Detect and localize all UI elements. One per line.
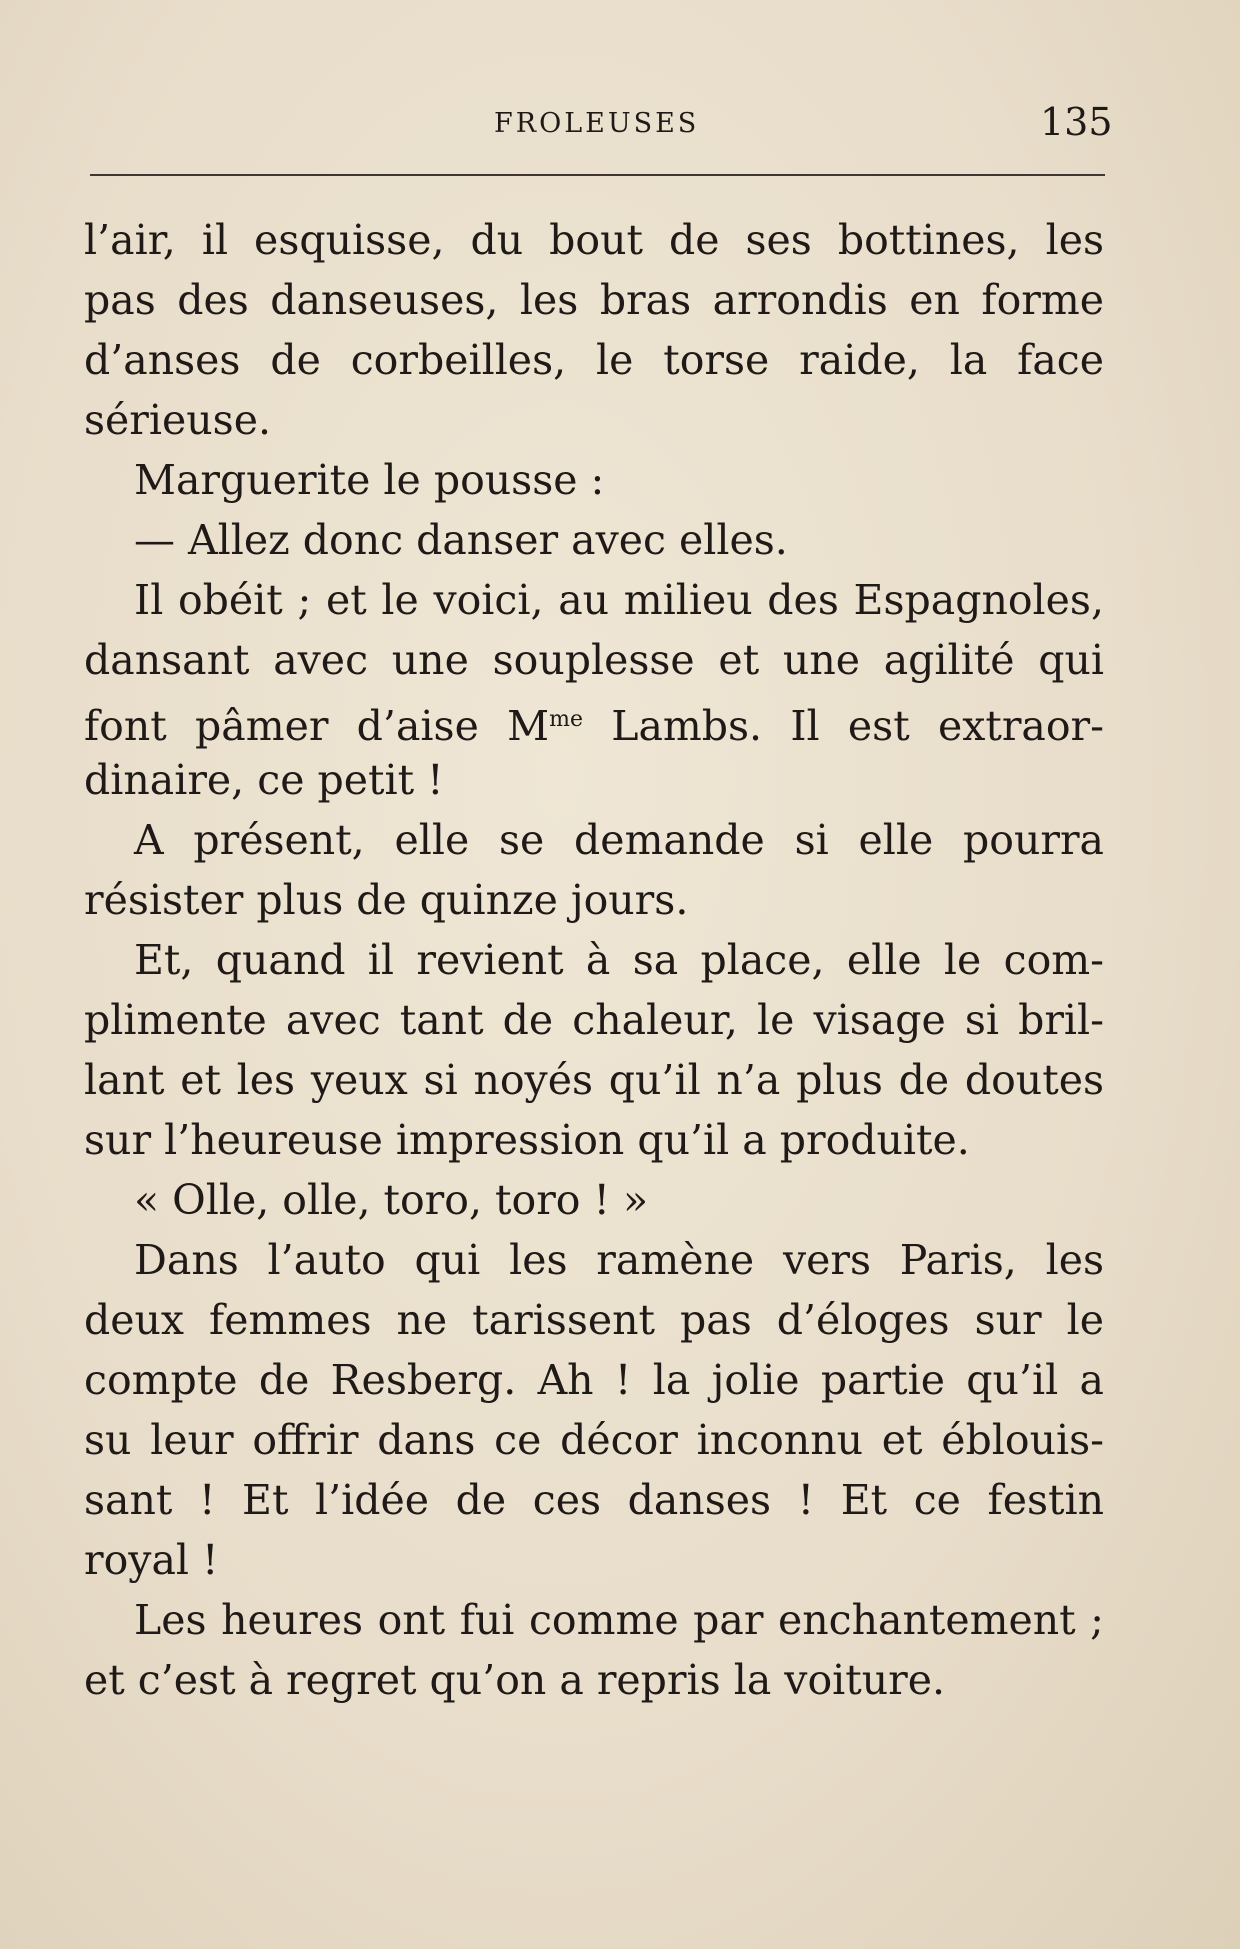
text-line: pas des danseuses, les bras arrondis en forme bbox=[84, 276, 1104, 324]
header-rule bbox=[90, 174, 1105, 176]
superscript: me bbox=[549, 707, 583, 732]
text-line: A présent, elle se demande si elle pourra bbox=[134, 816, 1104, 864]
text-line: royal ! bbox=[84, 1536, 219, 1584]
text-line: l’air, il esquisse, du bout de ses bottines, les bbox=[84, 216, 1104, 264]
text-line: compte de Resberg. Ah ! la jolie partie qu’il a bbox=[84, 1356, 1104, 1404]
running-title: FROLEUSES bbox=[494, 108, 700, 139]
text-line: Les heures ont fui comme par enchantement ; bbox=[134, 1596, 1104, 1644]
text-line: deux femmes ne tarissent pas d’éloges sur le bbox=[84, 1296, 1104, 1344]
text-line: Dans l’auto qui les ramène vers Paris, les bbox=[134, 1236, 1104, 1284]
page-number: 135 bbox=[1040, 100, 1113, 144]
text-line: dinaire, ce petit ! bbox=[84, 756, 444, 804]
text-line: lant et les yeux si noyés qu’il n’a plus de doutes bbox=[84, 1056, 1104, 1104]
text-line: Marguerite le pousse : bbox=[134, 456, 605, 504]
text-line: sant ! Et l’idée de ces danses ! Et ce festin bbox=[84, 1476, 1104, 1524]
text-line: dansant avec une souplesse et une agilité qui bbox=[84, 636, 1104, 684]
text-segment: font pâmer d’aise M bbox=[84, 702, 550, 750]
text-segment: Lambs. Il est extraor- bbox=[582, 702, 1104, 750]
text-line: Et, quand il revient à sa place, elle le com- bbox=[134, 936, 1104, 984]
text-line: sur l’heureuse impression qu’il a produite. bbox=[84, 1116, 970, 1164]
text-line: « Olle, olle, toro, toro ! » bbox=[134, 1176, 649, 1224]
text-line: — Allez donc danser avec elles. bbox=[134, 516, 788, 564]
text-line: d’anses de corbeilles, le torse raide, la face bbox=[84, 336, 1104, 384]
text-line: et c’est à regret qu’on a repris la voiture. bbox=[84, 1656, 946, 1704]
text-line: Il obéit ; et le voici, au milieu des Espagnoles, bbox=[134, 576, 1104, 624]
body-text bbox=[84, 210, 1104, 1710]
text-line: résister plus de quinze jours. bbox=[84, 876, 689, 924]
text-line: sérieuse. bbox=[84, 396, 272, 444]
text-line bbox=[84, 690, 1104, 750]
text-line: su leur offrir dans ce décor inconnu et éblouis- bbox=[84, 1416, 1104, 1464]
text-line: plimente avec tant de chaleur, le visage si bril- bbox=[84, 996, 1104, 1044]
